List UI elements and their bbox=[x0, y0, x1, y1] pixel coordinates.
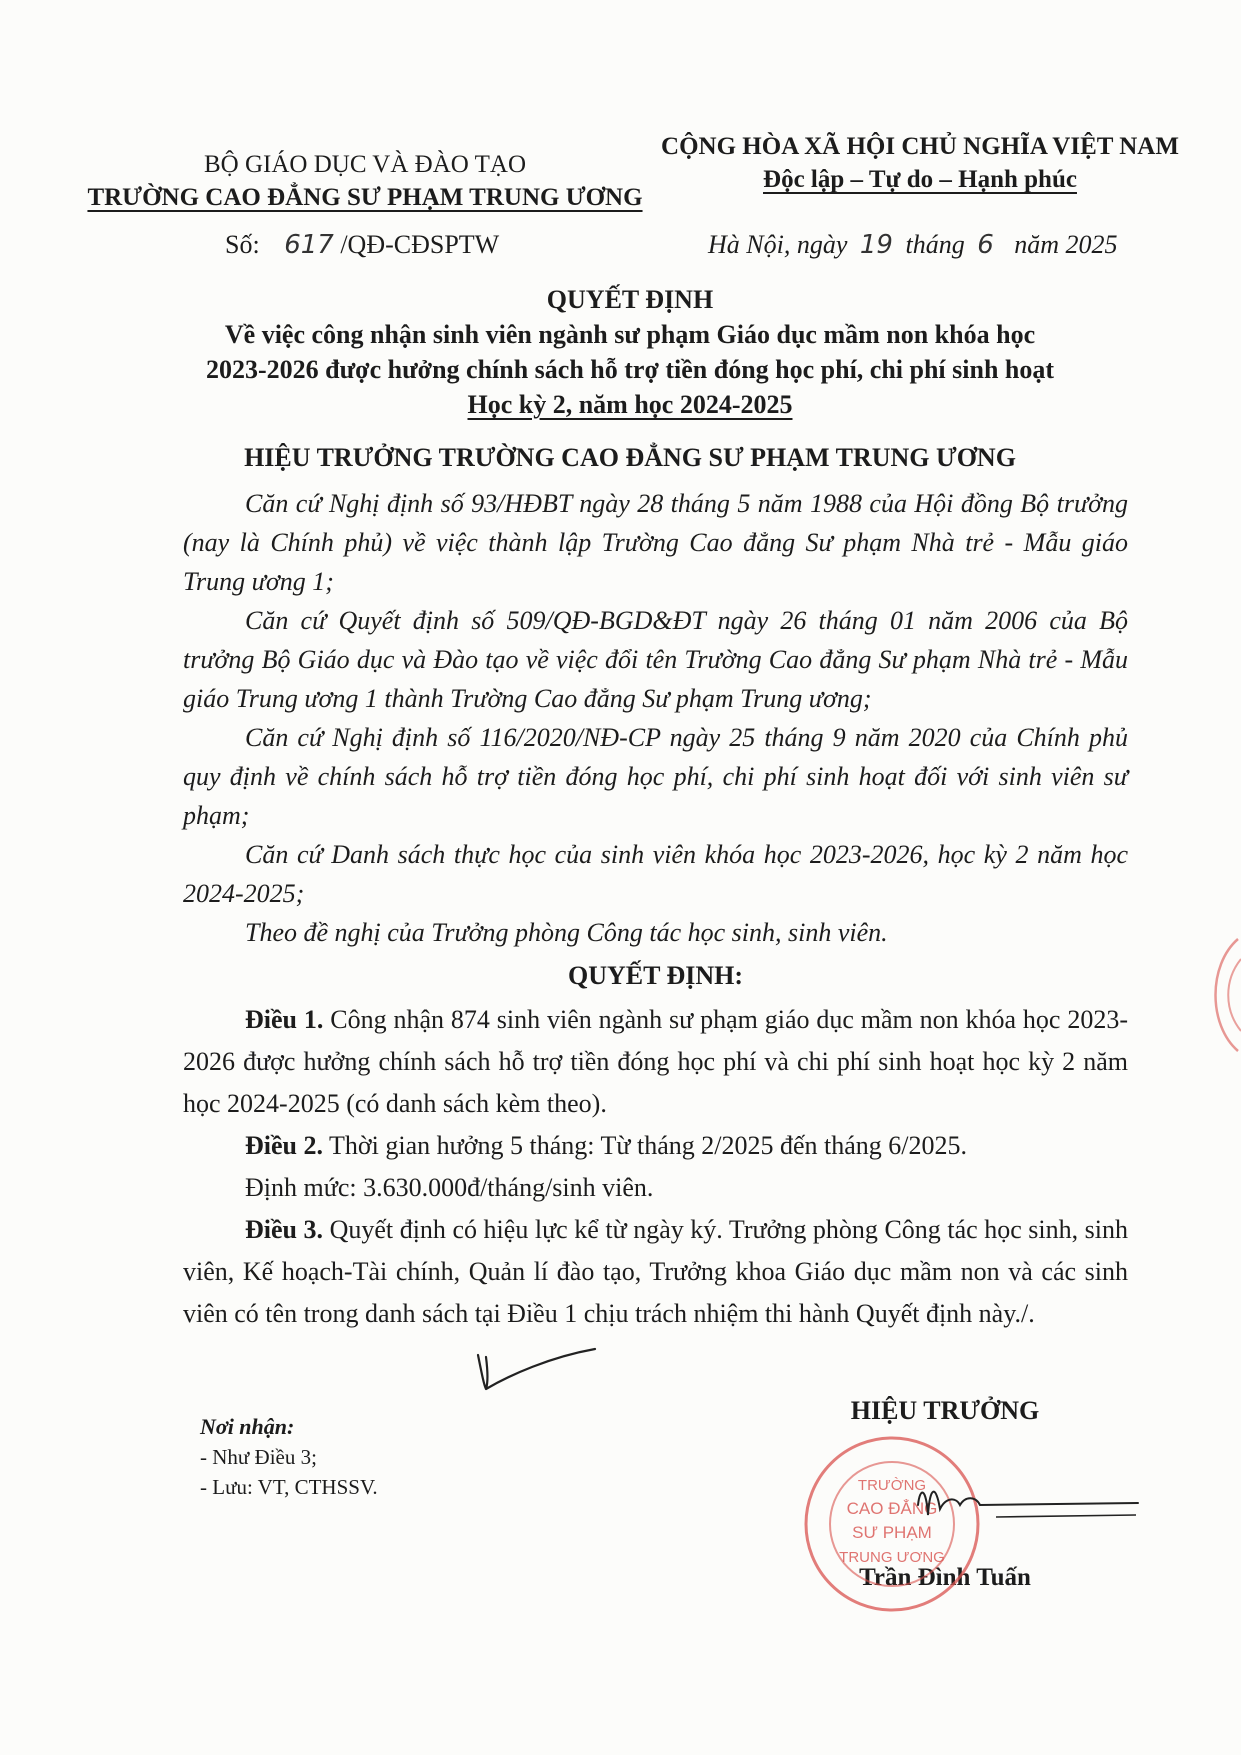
page-title: QUYẾT ĐỊNH bbox=[546, 285, 714, 314]
basis-4: Căn cứ Danh sách thực học của sinh viên khóa học 2023-2026, học kỳ 2 năm học 2024-2025; bbox=[183, 840, 1128, 908]
svg-text:TRƯỜNG: TRƯỜNG bbox=[857, 1477, 927, 1494]
title-line-3: Học kỳ 2, năm học 2024-2025 bbox=[467, 390, 793, 419]
edge-seal-fragment bbox=[1198, 935, 1241, 1055]
basis-5: Theo đề nghị của Trưởng phòng Công tác học sinh, sinh viên. bbox=[245, 918, 888, 947]
basis-1: Căn cứ Nghị định số 93/HĐBT ngày 28 tháng 5 năm 1988 của Hội đồng Bộ trưởng (nay là Chính phủ) về việc thành lập Trường Cao đẳng Sư phạm Nhà trẻ - Mẫu giáo Trung ương 1; bbox=[183, 489, 1128, 596]
decide-heading: QUYẾT ĐỊNH: bbox=[567, 961, 744, 990]
title-line-2: 2023-2026 được hưởng chính sách hỗ trợ tiền đóng học phí, chi phí sinh hoạt bbox=[205, 355, 1055, 384]
article-1: Điều 1. Công nhận 874 sinh viên ngành sư phạm giáo dục mầm non khóa học 2023-2026 được hưởng chính sách hỗ trợ tiền đóng học phí và chi phí sinh hoạt học kỳ 2 năm học 2024-2025 (có danh sách kèm theo). bbox=[183, 1005, 1129, 1118]
decision-body bbox=[183, 484, 1128, 1335]
recipient-item: - Lưu: VT, CTHSSV. bbox=[200, 1475, 378, 1499]
handwritten-number: 617 bbox=[284, 230, 334, 260]
recipients-label: Nơi nhận: bbox=[200, 1414, 295, 1439]
decision-title bbox=[150, 282, 1110, 422]
school-name: TRƯỜNG CAO ĐẲNG SƯ PHẠM TRUNG ƯƠNG bbox=[87, 184, 643, 211]
basis-2: Căn cứ Quyết định số 509/QĐ-BGD&ĐT ngày 26 tháng 01 năm 2006 của Bộ trưởng Bộ Giáo dục và Đào tạo về việc đổi tên Trường Cao đẳng Sư phạm Nhà trẻ - Mẫu giáo Trung ương 1 thành Trường Cao đẳng Sư phạm Trung ương; bbox=[183, 606, 1128, 713]
svg-text:SƯ PHẠM: SƯ PHẠM bbox=[852, 1523, 932, 1542]
document-number: Số: 617 /QĐ-CĐSPTW bbox=[225, 230, 500, 260]
issuer-header bbox=[80, 148, 650, 214]
signer-name: Trần Đình Tuấn bbox=[859, 1564, 1031, 1591]
national-motto: Độc lập – Tự do – Hạnh phúc bbox=[763, 166, 1077, 193]
title-line-1: Về việc công nhận sinh viên ngành sư phạm Giáo dục mầm non khóa học bbox=[224, 320, 1036, 349]
issue-date: Hà Nội, ngày 19 tháng 6 năm 2025 bbox=[708, 230, 1118, 260]
ministry-name: BỘ GIÁO DỤC VÀ ĐÀO TẠO bbox=[204, 151, 526, 178]
handwritten-signature bbox=[900, 1475, 1140, 1535]
national-header bbox=[650, 130, 1190, 196]
svg-text:CAO ĐẲNG: CAO ĐẲNG bbox=[846, 1499, 938, 1518]
authority-heading: HIỆU TRƯỞNG TRƯỜNG CAO ĐẲNG SƯ PHẠM TRUNG ƯƠNG bbox=[244, 443, 1016, 472]
article-2-rate: Định mức: 3.630.000đ/tháng/sinh viên. bbox=[245, 1173, 654, 1202]
nation-name: CỘNG HÒA XÃ HỘI CHỦ NGHĨA VIỆT NAM bbox=[661, 133, 1179, 160]
recipients bbox=[200, 1412, 378, 1502]
article-2: Điều 2. Thời gian hưởng 5 tháng: Từ tháng 2/2025 đến tháng 6/2025. bbox=[245, 1131, 967, 1160]
svg-text:TRUNG ƯƠNG: TRUNG ƯƠNG bbox=[839, 1549, 945, 1566]
recipient-item: - Như Điều 3; bbox=[200, 1445, 317, 1469]
article-3: Điều 3. Quyết định có hiệu lực kể từ ngày ký. Trưởng phòng Công tác học sinh, sinh viên, Kế hoạch-Tài chính, Quản lí đào tạo, Trưởng khoa Giáo dục mầm non và các sinh viên có tên trong danh sách tại Điều 1 chịu trách nhiệm thi hành Quyết định này./. bbox=[183, 1215, 1129, 1328]
initial-signature-mark bbox=[470, 1345, 600, 1395]
basis-3: Căn cứ Nghị định số 116/2020/NĐ-CP ngày 25 tháng 9 năm 2020 của Chính phủ quy định về chính sách hỗ trợ tiền đóng học phí, chi phí sinh hoạt đối với sinh viên sư phạm; bbox=[183, 723, 1128, 830]
signer-title: HIỆU TRƯỞNG bbox=[850, 1396, 1040, 1425]
